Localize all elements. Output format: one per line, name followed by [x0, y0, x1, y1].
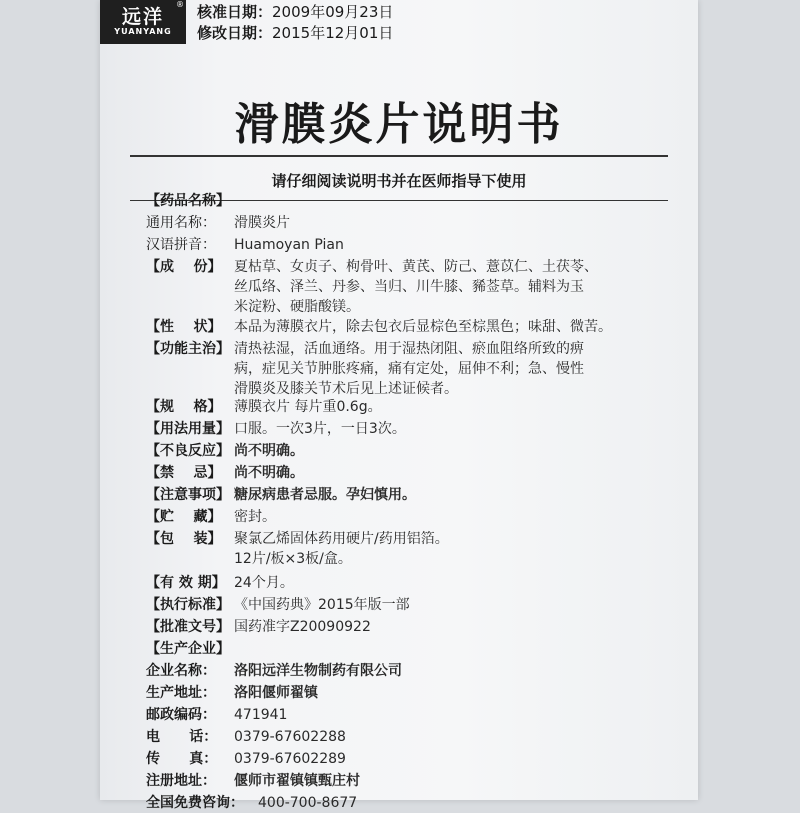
drug-name-header: 【药品名称】 — [146, 193, 230, 209]
spec-value: 薄膜衣片 每片重0.6g。 — [234, 399, 382, 415]
ingredients-line: 丝瓜络、泽兰、丹参、当归、川牛膝、豨莶草。辅料为玉 — [234, 279, 584, 295]
package-value — [234, 529, 686, 569]
indication-line: 清热祛湿，活血通络。用于湿热闭阻、瘀血阻络所致的痹 — [234, 341, 584, 357]
caution-value: 糖尿病患者忌服。孕妇慎用。 — [234, 487, 416, 503]
postcode-row — [146, 705, 686, 725]
address-value: 洛阳偃师翟镇 — [234, 685, 318, 701]
ingredients-line: 夏枯草、女贞子、枸骨叶、黄芪、防己、薏苡仁、土茯苓、 — [234, 259, 598, 275]
title-divider — [130, 155, 668, 157]
registered-mark-icon: ® — [176, 0, 184, 9]
phone-value: 0379-67602288 — [234, 729, 346, 745]
instruction-sheet — [100, 0, 698, 811]
revise-date-line — [197, 23, 393, 44]
revise-date-label: 修改日期： — [197, 24, 273, 42]
indication-line: 病，症见关节肿胀疼痛，痛有定处，屈伸不利；急、慢性 — [234, 361, 584, 377]
adverse-label: 【不良反应】 — [146, 443, 230, 459]
ingredients-line: 米淀粉、硬脂酸镁。 — [234, 299, 360, 315]
approve-date-line — [197, 2, 393, 23]
spec-label: 【规 格】 — [146, 399, 222, 415]
hotline-value: 400-700-8677 — [258, 795, 358, 811]
brand-logo — [100, 0, 186, 44]
package-line: 聚氯乙烯固体药用硬片/药用铝箔。 — [234, 531, 449, 547]
usage-row — [146, 419, 686, 439]
pinyin-label: 汉语拼音： — [146, 237, 216, 253]
maker-header-row — [146, 639, 686, 659]
phone-label: 电 话： — [146, 729, 218, 745]
approval-value: 国药准字Z20090922 — [234, 619, 371, 635]
ingredients-row — [146, 257, 686, 317]
approve-date-value: 2009年09月23日 — [272, 3, 394, 21]
package-label: 【包 装】 — [146, 531, 222, 547]
contraindication-row — [146, 463, 686, 483]
date-block — [197, 2, 393, 44]
company-value: 洛阳远洋生物制药有限公司 — [234, 663, 402, 679]
standard-label: 【执行标准】 — [146, 597, 230, 613]
contraindication-label: 【禁 忌】 — [146, 465, 222, 481]
storage-value: 密封。 — [234, 509, 276, 525]
caution-label: 【注意事项】 — [146, 487, 230, 503]
postcode-label: 邮政编码： — [146, 707, 216, 723]
pinyin-value: Huamoyan Pian — [234, 237, 344, 253]
approve-date-label: 核准日期： — [197, 3, 273, 21]
standard-value: 《中国药典》2015年版一部 — [234, 597, 410, 613]
reg-address-value: 偃师市翟镇镇甄庄村 — [234, 773, 360, 789]
indication-line: 滑膜炎及膝关节术后见上述证候者。 — [234, 381, 458, 397]
fax-value: 0379-67602289 — [234, 751, 346, 767]
storage-label: 【贮 藏】 — [146, 509, 222, 525]
maker-header: 【生产企业】 — [146, 641, 230, 657]
indication-row — [146, 339, 686, 399]
standard-row — [146, 595, 686, 615]
document-title: 滑膜炎片说明书 — [234, 99, 564, 150]
adverse-value: 尚不明确。 — [234, 443, 304, 459]
phone-row — [146, 727, 686, 747]
fax-row — [146, 749, 686, 769]
reg-address-label: 注册地址： — [146, 773, 216, 789]
hotline-row — [146, 793, 686, 813]
pinyin-row — [146, 235, 686, 255]
generic-name-value: 滑膜炎片 — [234, 215, 290, 231]
adverse-row — [146, 441, 686, 461]
hotline-label: 全国免费咨询： — [146, 795, 244, 811]
approval-label: 【批准文号】 — [146, 619, 230, 635]
generic-name-row — [146, 213, 686, 233]
company-row — [146, 661, 686, 681]
usage-value: 口服。一次3片，一日3次。 — [234, 421, 406, 437]
company-label: 企业名称： — [146, 663, 216, 679]
reg-address-row — [146, 771, 686, 791]
spec-row — [146, 397, 686, 417]
character-row — [146, 317, 686, 337]
fax-label: 传 真： — [146, 751, 218, 767]
indication-value — [234, 339, 686, 399]
address-row — [146, 683, 686, 703]
generic-name-label: 通用名称： — [146, 215, 216, 231]
approval-row — [146, 617, 686, 637]
ingredients-label: 【成 份】 — [146, 259, 222, 275]
logo-english-text: YUANYANG — [114, 27, 172, 36]
revise-date-value: 2015年12月01日 — [272, 24, 394, 42]
storage-row — [146, 507, 686, 527]
package-line: 12片/板×3板/盒。 — [234, 551, 352, 567]
character-label: 【性 状】 — [146, 319, 222, 335]
character-value: 本品为薄膜衣片，除去包衣后显棕色至棕黑色；味甜、微苦。 — [234, 319, 612, 335]
validity-label: 【有 效 期】 — [146, 575, 226, 591]
package-row — [146, 529, 686, 569]
validity-row — [146, 573, 686, 593]
drug-name-header-row — [146, 191, 686, 211]
logo-chinese-text: 远洋 — [121, 6, 164, 28]
caution-row — [146, 485, 686, 505]
postcode-value: 471941 — [234, 707, 288, 723]
validity-value: 24个月。 — [234, 575, 294, 591]
usage-label: 【用法用量】 — [146, 421, 230, 437]
ingredients-value — [234, 257, 686, 317]
indication-label: 【功能主治】 — [146, 341, 230, 357]
contraindication-value: 尚不明确。 — [234, 465, 304, 481]
address-label: 生产地址： — [146, 685, 216, 701]
document-subtitle: 请仔细阅读说明书并在医师指导下使用 — [271, 172, 527, 190]
